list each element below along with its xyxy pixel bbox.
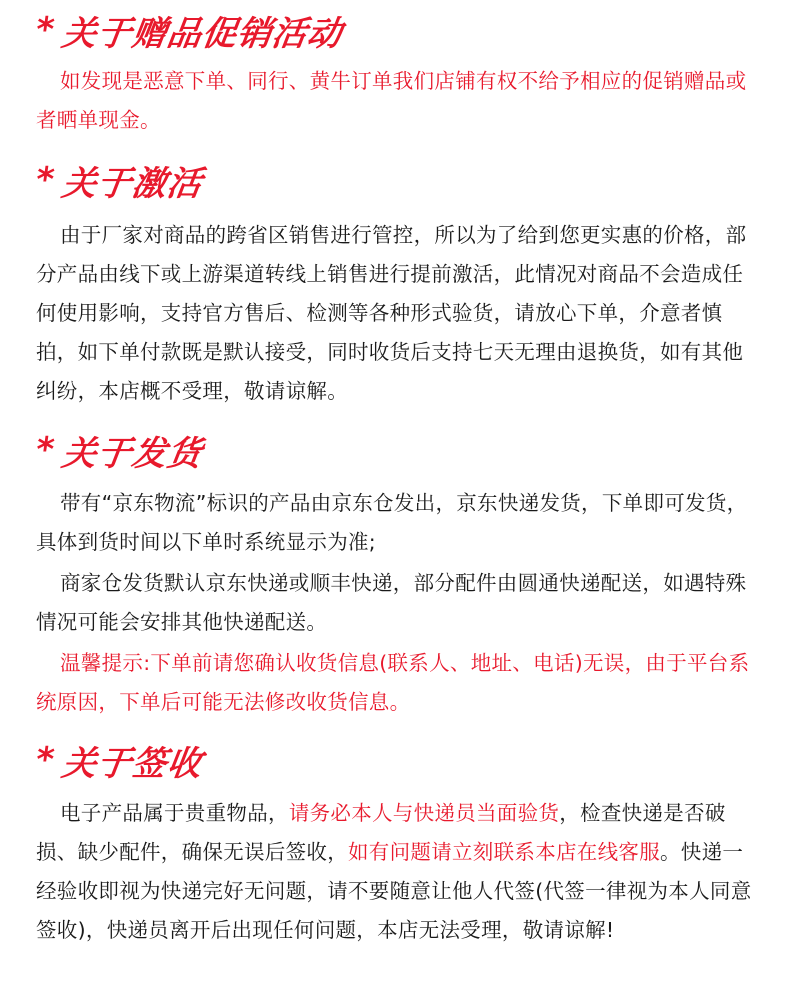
heading-promo <box>33 8 346 52</box>
receipt-text-1: 电子产品属于贵重物品， <box>60 801 289 825</box>
heading-receipt-title: 关于签收 <box>59 743 206 784</box>
star-icon: * <box>33 430 58 470</box>
activation-body: 由于厂家对商品的跨省区销售进行管控，所以为了给到您更实惠的价格，部分产品由线下或上游渠道转线上销售进行提前激活，此情况对商品不会造成任何使用影响，支持官方售后、检测等各种形式验货，请放心下单，介意者慎拍，如下单付款既是默认接受，同时收货后支持七天无理由退换货，如有其他纠纷，本店概不受理，敬请谅解。 <box>36 223 747 403</box>
heading-activation-title: 关于激活 <box>59 163 206 204</box>
heading-shipping <box>33 428 206 472</box>
heading-receipt <box>33 738 206 782</box>
heading-activation <box>33 158 206 202</box>
star-icon: * <box>33 160 58 200</box>
star-icon: * <box>33 740 58 780</box>
receipt-text-2: ，检查快递是否破损、缺少配件，确保无误后签收， <box>36 801 726 864</box>
receipt-highlight-inspect: 请务必本人与快递员当面验货 <box>288 801 560 825</box>
receipt-highlight-contact: 如有问题请立刻联系本店在线客服 <box>348 840 660 864</box>
heading-shipping-title: 关于发货 <box>59 433 206 474</box>
receipt-text-3: 。快递一经验收即视为快递完好无问题，请不要随意让他人代签(代签一律视为本人同意签收)，快递员离开后出现任何问题，本店无法受理，敬请谅解! <box>36 840 752 942</box>
promo-body: 如发现是恶意下单、同行、黄牛订单我们店铺有权不给予相应的促销赠品或者晒单现金。 <box>36 69 747 132</box>
heading-promo-title: 关于赠品促销活动 <box>59 13 346 54</box>
shipping-body-2: 商家仓发货默认京东快递或顺丰快递，部分配件由圆通快递配送，如遇特殊情况可能会安排其他快递配送。 <box>36 571 747 634</box>
receipt-body <box>36 794 756 950</box>
star-icon: * <box>33 10 58 50</box>
shipping-tip: 温馨提示:下单前请您确认收货信息(联系人、地址、电话)无误，由于平台系统原因，下单后可能无法修改收货信息。 <box>36 651 750 714</box>
shipping-body-1: 带有“京东物流”标识的产品由京东仓发出，京东快递发货，下单即可发货，具体到货时间以下单时系统显示为准; <box>36 491 748 554</box>
